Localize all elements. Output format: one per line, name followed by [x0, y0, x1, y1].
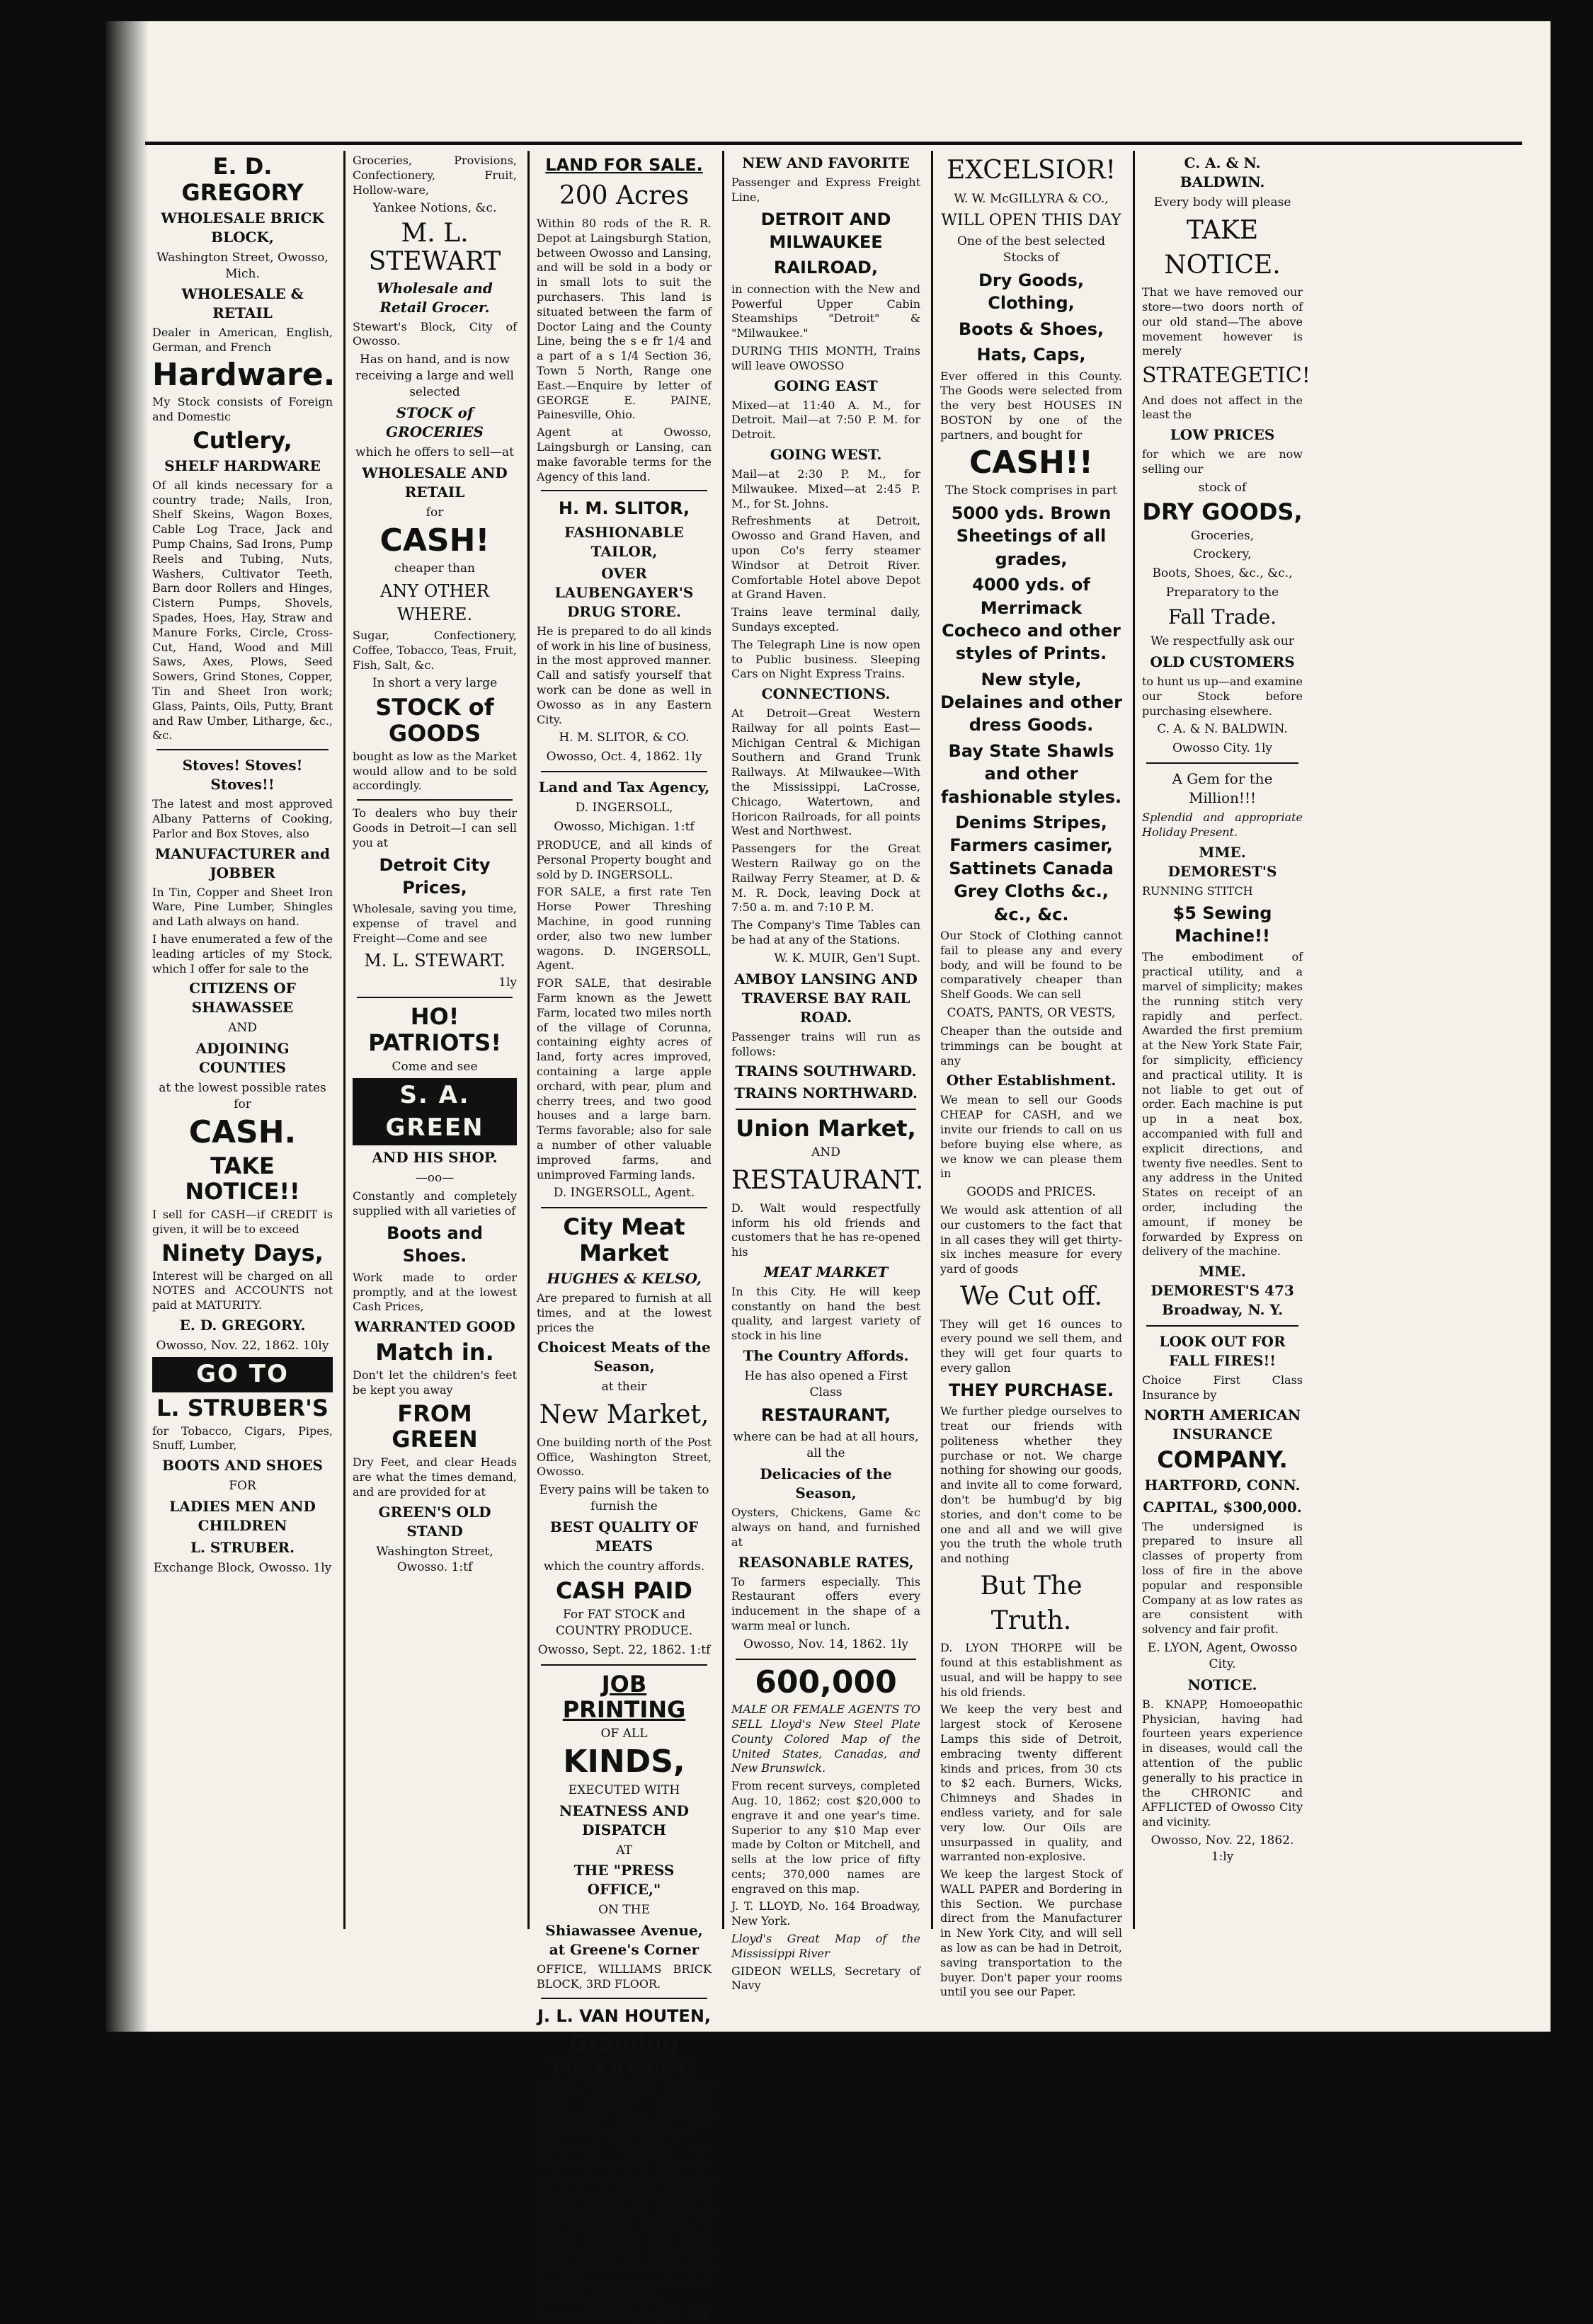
excelsior-dry: Dry Goods, Clothing,	[978, 270, 1084, 314]
union-farmers: To farmers especially. This Restaurant offers every inducement in the shape of a warm meal or lunch.	[731, 1574, 920, 1632]
stewart-notions: Yankee Notions, &c.	[372, 201, 497, 216]
gregory-hardware: Hardware.	[152, 357, 336, 394]
excelsior-mean: We mean to sell our Goods CHEAP for CASH, and we invite our friends to call on us before buying else where, as we know we can please them in	[940, 1093, 1122, 1181]
gregory-stock: My Stock consists of Foreign and Domestic	[152, 395, 333, 424]
green-fromgreen: FROM GREEN	[392, 1399, 478, 1453]
land-text: Within 80 rods of the R. R. Depot at Laingsburgh Station, between Owosso and Lansing, and will be sold in a body or in small lots to suit the purchasers. This land is situated between the farm of Doctor Laing and the County Line, being the s e fr 1/4 and a part of a s 1/4 Section 36, Town 5 North, Range one East.—Enquire by letter of GEORGE E. PAINE, Painesville, Ohio.	[537, 216, 712, 422]
insurance-lookout: LOOK OUT FOR FALL FIRES!!	[1159, 1333, 1286, 1370]
meat-pains: Every pains will be taken to furnish the	[539, 1483, 709, 1514]
job-press: THE "PRESS OFFICE,"	[573, 1862, 675, 1899]
demorest-address: MME. DEMOREST'S 473 Broadway, N. Y.	[1150, 1263, 1294, 1319]
gregory-sign: E. D. GREGORY.	[179, 1316, 306, 1334]
vanhouten-nov: Owosso, Nov. 15, 1862. 2:tf	[540, 2308, 708, 2323]
rail-east: GOING EAST	[774, 377, 878, 394]
ingersoll-agency: Land and Tax Agency,	[538, 779, 710, 796]
meat-choicest: Choicest Meats of the Season,	[537, 1339, 711, 1375]
amboy-north: TRAINS NORTHWARD.	[734, 1084, 918, 1102]
gregory-name: E. D. GREGORY	[181, 153, 304, 206]
rail-connections: CONNECTIONS.	[761, 685, 891, 703]
struber-sign-date: Exchange Block, Owosso. 1ly	[153, 1561, 332, 1576]
slitor-sign: H. M. SLITOR, & CO.	[559, 731, 690, 745]
struber-sign: L. STRUBER.	[190, 1539, 295, 1557]
land-head: LAND FOR SALE.	[545, 155, 703, 175]
knapp-notice: NOTICE.	[1187, 1676, 1257, 1693]
insurance-company2: COMPANY.	[1157, 1446, 1288, 1473]
excelsior-hats: Hats, Caps,	[976, 345, 1086, 365]
rail-muir: W. K. MUIR, Gen'l Supt.	[774, 951, 920, 966]
baldwin-sign: C. A. & N. BALDWIN.	[1157, 722, 1288, 737]
land-agent: Agent at Owosso, Laingsburgh or Lansing, can make favorable terms for the Agency of this land.	[537, 425, 712, 483]
gregory-interest: Interest will be charged on all NOTES and ACCOUNTS not paid at MATURITY.	[152, 1269, 333, 1312]
job-kinds: KINDS,	[563, 1744, 685, 1780]
demorest-gem-text: Splendid and appropriate Holiday Present.	[1142, 811, 1303, 840]
baldwin-affect: And does not affect in the least the	[1142, 393, 1303, 422]
vanhouten-signs: SIGNS, BANNERS, STORE AND OFFICE SHADES, LETTERED AND PAINTED WITH SUITABLE DESIGNS.	[537, 2081, 712, 2139]
demorest-name: MME. DEMOREST'S	[1167, 843, 1277, 880]
union-dwalt: D. Walt would respectfully inform his old friends and customers that he has re-opened his	[731, 1201, 920, 1259]
excelsior-firm: W. W. McGILLYRA & CO.,	[954, 191, 1109, 206]
ingersoll-forsale: FOR SALE, a first rate Ten Horse Power Threshing Machine, in good running order, also two new lumber wagons. D. INGERSOLL, Agent.	[537, 885, 712, 973]
rail-passengers: Passengers for the Great Western Railway go on the Railway Ferry Steamer, at D. & M. R. Dock, leaving Dock at 7:50 a. m. and 7:10 P. M.	[731, 842, 920, 915]
gregory-credit: I sell for CASH—if CREDIT is given, it will be to exceed	[152, 1208, 333, 1236]
baldwin-strategetic: STRATEGETIC!	[1142, 363, 1311, 389]
gregory-rates: at the lowest possible rates for	[159, 1081, 326, 1112]
column-gregory	[145, 151, 340, 1929]
vanhouten-graining: Graining	[569, 2030, 679, 2057]
union-opened: He has also opened a First Class	[744, 1369, 908, 1400]
land-acres: 200 Acres	[559, 181, 690, 211]
divider	[1146, 1325, 1298, 1327]
gregory-ninety: Ninety Days,	[161, 1239, 324, 1266]
excelsior-head: EXCELSIOR!	[947, 156, 1116, 185]
gregory-tin: In Tin, Copper and Sheet Iron Ware, Pine Lumber, Shingles and Lath always on hand.	[152, 885, 333, 929]
baldwin-old-text: to hunt us up—and examine our Stock before purchasing elsewhere.	[1142, 675, 1303, 718]
gregory-trade: WHOLESALE & RETAIL	[181, 285, 304, 322]
green-boots: Boots and Shoes.	[387, 1223, 483, 1266]
baldwin-please: Every body will please	[1153, 195, 1291, 210]
gregory-stoves: Stoves! Stoves! Stoves!!	[182, 757, 303, 794]
green-patriots: HO! PATRIOTS!	[368, 1003, 501, 1056]
baldwin-crockery: Crockery,	[1193, 547, 1252, 562]
vanhouten-persons: PERSONS building are requested to call and see specimens of his graining in the buildings now in progress. Ceilings and walls, Whitened and Colored in any tint, or shade. Ceilings and walls papered with the Pannels in Gilt. Orders from all parts of the County promptly attended to at reasonable rates.	[537, 2143, 712, 2304]
gregory-citizens: CITIZENS OF SHAWASSEE	[189, 980, 296, 1017]
union-restaurant: RESTAURANT.	[731, 1166, 924, 1196]
stewart-anyother: ANY OTHER WHERE.	[379, 581, 489, 624]
rail-tables: The Company's Time Tables can be had at any of the Stations.	[731, 918, 920, 947]
green-match: Match in.	[375, 1339, 494, 1366]
gregory-shelf: SHELF HARDWARE	[164, 457, 321, 474]
green-shop: AND HIS SHOP.	[372, 1149, 498, 1167]
excelsior-one: One of the best selected Stocks of	[957, 234, 1105, 265]
stewart-detroit: Detroit City Prices,	[379, 854, 491, 898]
stewart-items: Sugar, Confectionery, Coffee, Tobacco, Teas, Fruit, Fish, Salt, &c.	[353, 628, 517, 672]
divider	[357, 997, 513, 998]
vanhouten-name: J. L. VAN HOUTEN,	[537, 2005, 712, 2026]
stewart-sign: M. L. STEWART.	[364, 950, 506, 971]
excelsior-kerosene: We keep the very best and largest stock of Kerosene Lamps this side of Detroit, embracing twenty different kinds and prices, from 30 cts to $2 each. Burners, Wicks, Chimneys and Shades in endless variety, and for sale very low. Our Oils are unsurpassed in quality, and warranted non-explosive.	[940, 1702, 1122, 1864]
meat-best: BEST QUALITY OF MEATS	[549, 1518, 699, 1555]
gregory-stoves-text: The latest and most approved Albany Patterns of Cooking, Parlor and Box Stoves, also	[152, 797, 333, 840]
meat-attheir: at their	[601, 1380, 647, 1395]
ingersoll-farm: FOR SALE, that desirable Farm known as the Jewett Farm, located two miles north of the village of Corunna, containing eighty acres of land, forty acres improved, containing a large apple orchard, with pear, plum and cherry trees, and two good houses and a large barn. Terms favorable; also for sale a number of other valuable improved farms, and unimproved Farming lands.	[537, 976, 712, 1181]
struber-for: FOR	[229, 1479, 256, 1494]
excelsior-pledge: We further pledge ourselves to treat our friends with politeness whether they purchase or not. We charge nothing for showing our goods, and invite all to come forward, don't be humbug'd by big stories, and don't come to be one and all and we will give you the truth the whole truth and nothing	[940, 1404, 1122, 1566]
stewart-stockgoods: STOCK of GOODS	[375, 694, 494, 748]
knapp-text: B. KNAPP, Homoeopathic Physician, having had fourteen years experience in diseases, would call the attention of the public generally to his practice in the CHRONIC and AFFLICTED of Owosso City and vicinity.	[1142, 1697, 1303, 1829]
divider	[541, 490, 707, 491]
stewart-wr: WHOLESALE AND RETAIL	[362, 464, 508, 500]
job-at: AT	[616, 1843, 632, 1858]
rail-railroad: RAILROAD,	[773, 258, 879, 278]
excelsior-lyon: D. LYON THORPE will be found at this establishment as usual, and will be happy to see his old friends.	[940, 1641, 1122, 1699]
rail-west: GOING WEST.	[770, 445, 882, 463]
baldwin-boots: Boots, Shoes, &c., &c.,	[1152, 566, 1293, 581]
excelsior-denims: Denims Stripes, Farmers casimer, Sattinets Canada Grey Cloths &c., &c., &c.	[949, 813, 1114, 925]
baldwin-fall: Fall Trade.	[1167, 605, 1277, 629]
green-dry: Dry Feet, and clear Heads are what the times demand, and are provided for at	[353, 1455, 517, 1499]
rail-conn-text: At Detroit—Great Western Railway for all points East—Michigan Central & Michigan Southern and Grand Trunk Railways. At Milwaukee—With the Mississippi, LaCrosse, Chicago, Watertown, and Horicon Railroads, for all points West and Northwest.	[731, 706, 920, 838]
stewart-kind: Wholesale and Retail Grocer.	[377, 279, 493, 316]
union-meatmarket: MEAT MARKET	[763, 1263, 889, 1281]
struber-goto: GO TO	[152, 1357, 333, 1392]
job-neatness: NEATNESS AND DISPATCH	[559, 1802, 689, 1838]
baldwin-notice: TAKE NOTICE.	[1164, 215, 1281, 280]
excelsior-other: Other Establishment.	[946, 1072, 1117, 1089]
union-restaurant2: RESTAURANT,	[760, 1404, 891, 1425]
excelsior-attention: We would ask attention of all our customers to the fact that in all cases they will get thirty-six inches measure for every yard of goods	[940, 1203, 1122, 1276]
union-country: The Country Affords.	[743, 1347, 909, 1365]
gregory-sign-date: Owosso, Nov. 22, 1862. 10ly	[156, 1338, 329, 1353]
stewart-name: M. L. STEWART	[368, 219, 501, 276]
insurance-agent: E. LYON, Agent, Owosso City.	[1147, 1640, 1298, 1671]
union-and: AND	[811, 1145, 840, 1160]
baldwin-groceries: Groceries,	[1190, 528, 1255, 543]
divider	[541, 1207, 707, 1208]
rail-west-times: Mail—at 2:30 P. M., for Milwaukee. Mixed—at 2:45 P. M., for St. Johns.	[731, 466, 920, 510]
ingersoll-produce: PRODUCE, and all kinds of Personal Property bought and sold by D. INGERSOLL.	[537, 838, 712, 881]
insurance-hartford: HARTFORD, CONN.	[1144, 1476, 1301, 1494]
divider	[541, 1664, 707, 1666]
slitor-over: OVER LAUBENGAYER'S DRUG STORE.	[554, 564, 694, 620]
agents-number: 600,000	[755, 1664, 897, 1700]
excelsior-boots: Boots & Shoes,	[958, 319, 1104, 339]
meat-text: Are prepared to furnish at all times, and at the lowest prices the	[537, 1290, 712, 1334]
baldwin-ask: We respectfully ask our	[1150, 634, 1294, 649]
baldwin-removed: That we have removed our store—two doors north of our old stand—The above movement however is merely	[1142, 285, 1303, 358]
agents-text: MALE OR FEMALE AGENTS TO SELL Lloyd's New Steel Plate County Colored Map of the United States, Canadas, and New Brunswick.	[731, 1702, 920, 1775]
demorest-sewing: $5 Sewing Machine!!	[1172, 903, 1272, 946]
stewart-stock: STOCK of GROCERIES	[386, 403, 484, 440]
slitor-text: He is prepared to do all kinds of work in his line of business, in the most approved manner. Call and satisfy yourself that work can be done as well in Owosso as in any Eastern City.	[537, 624, 712, 726]
union-oysters: Oysters, Chickens, Game &c always on hand, and furnished at	[731, 1506, 920, 1549]
divider	[541, 1998, 707, 1999]
excelsior-wallpaper: We keep the largest Stock of WALL PAPER and Bordering in this Section. We purchase direct from the Manufacturer in New York City, and will sell as low as can be had in Detroit, saving transportation to the buyer. Don't paper your rooms until you see our Paper.	[940, 1867, 1122, 1999]
excelsior-delaines: New style, Delaines and other dress Goods.	[940, 669, 1122, 735]
insurance-company1: NORTH AMERICAN INSURANCE	[1143, 1406, 1301, 1443]
knapp-date: Owosso, Nov. 22, 1862. 1:ly	[1150, 1833, 1294, 1864]
rail-new: NEW AND FAVORITE	[742, 154, 910, 171]
demorest-text: The embodiment of practical utility, and a marvel of simplicity; makes the running stitch very rapidly and perfect. Awarded the first premium at the New York State Fair, for simplicity, efficiency and practical utility. It is not liable to get out of order. Each machine is put up in a neat box, accompanied with full and explicit directions, and twenty five needles. Sent to any address in the United States on receipt of an order, including the amount, if money be forwarded by Express on delivery of the machine.	[1142, 950, 1303, 1259]
struber-boots: BOOTS AND SHOES	[162, 1457, 323, 1475]
baldwin-stock: stock of	[1198, 480, 1247, 495]
divider	[156, 749, 329, 750]
gregory-cash: CASH.	[188, 1114, 297, 1151]
column-baldwin	[1133, 151, 1310, 1929]
baldwin-firm: C. A. & N. BALDWIN.	[1180, 154, 1265, 190]
insurance-text: The undersigned is prepared to insure all classes of property from loss of fire in the above popular and responsible Company at as low rates as are consistent with solvency and fair profit.	[1142, 1519, 1303, 1637]
job-executed: EXECUTED WITH	[568, 1782, 680, 1797]
stewart-hand: Has on hand, and is now receiving a large and well selected	[355, 353, 514, 399]
union-delicacies: Delicacies of the Season,	[760, 1465, 892, 1502]
divider	[736, 1109, 916, 1110]
slitor-name: H. M. SLITOR,	[558, 498, 690, 519]
rail-detroit: DETROIT AND MILWAUKEE	[760, 209, 891, 252]
stewart-dealers: To dealers who buy their Goods in Detroit—I can sell you at	[353, 806, 517, 849]
stewart-bought: bought as low as the Market would allow and to be sold accordingly.	[353, 749, 517, 793]
gregory-dealer: Dealer in American, English, German, and French	[152, 326, 333, 355]
meat-cashpaid: CASH PAID	[556, 1577, 692, 1605]
demorest-gem: A Gem for the Million!!!	[1172, 770, 1273, 807]
excelsior-goods: GOODS and PRICES.	[966, 1185, 1096, 1200]
divider	[1146, 762, 1298, 764]
gregory-notice: TAKE NOTICE!!	[185, 1152, 300, 1206]
green-oo: —oo—	[415, 1171, 455, 1186]
column-excelsior	[931, 151, 1129, 1999]
union-hours: where can be had at all hours, all the	[733, 1430, 919, 1461]
ingersoll-owosso: Owosso, Michigan. 1:tf	[554, 820, 695, 835]
union-date: Owosso, Nov. 14, 1862. 1ly	[743, 1637, 909, 1652]
excelsior-ounces: They will get 16 ounces to every pound we sell them, and they will get four quarts to every gallon	[940, 1317, 1122, 1375]
rail-connection: in connection with the New and Powerful Upper Cabin Steamships "Detroit" & "Milwaukee."	[731, 282, 920, 340]
divider	[736, 1659, 916, 1660]
job-corner: Shiawassee Avenue, at Greene's Corner	[545, 1922, 703, 1959]
amboy-head: AMBOY LANSING AND TRAVERSE BAY RAIL ROAD.	[734, 970, 918, 1026]
excelsior-truth: But The Truth.	[980, 1571, 1083, 1635]
meat-sept: Owosso, Sept. 22, 1862. 1:tf	[537, 1642, 711, 1657]
agents-map-text: From recent surveys, completed Aug. 10, 1862; cost $20,000 to engrave it and one year's time. Superior to any $10 Map ever made by Colton or Mitchell, and sells at the low price of fifty cents; 370,000 names are engraved on this map.	[731, 1779, 920, 1896]
excelsior-cash: CASH!!	[969, 444, 1093, 481]
excelsior-clothing: Our Stock of Clothing cannot fail to please any and every body, and will be found to be comparatively cheaper than Shelf Goods. We can sell	[940, 929, 1122, 1002]
baldwin-low: LOW PRICES	[1170, 426, 1275, 444]
excelsior-shawls: Bay State Shawls and other fashionable styles.	[940, 740, 1122, 807]
stewart-wholesale: Wholesale, saving you time, expense of travel and Freight—Come and see	[353, 902, 517, 945]
green-feet: Don't let the children's feet be kept you away	[353, 1368, 517, 1397]
ingersoll-name: D. INGERSOLL,	[575, 801, 673, 815]
struber-name: L. STRUBER'S	[156, 1394, 329, 1421]
stewart-short: In short a very large	[372, 676, 498, 691]
green-work: Work made to order promptly, and at the lowest Cash Prices,	[353, 1270, 517, 1314]
excelsior-coats: COATS, PANTS, OR VESTS,	[947, 1005, 1116, 1020]
rail-telegraph: The Telegraph Line is now open to Public business. Sleeping Cars on Night Express Trains.	[731, 637, 920, 681]
amboy-south: TRAINS SOUTHWARD.	[735, 1063, 917, 1080]
stewart-block: Stewart's Block, City of Owosso.	[353, 319, 517, 348]
excelsior-purchase: THEY PURCHASE.	[948, 1380, 1114, 1400]
baldwin-prep: Preparatory to the	[1165, 585, 1279, 600]
rail-east-times: Mixed—at 11:40 A. M., for Detroit. Mail—at 7:50 P. M. for Detroit.	[731, 398, 920, 442]
gregory-list: Of all kinds necessary for a country trade; Nails, Iron, Shelf Skeins, Wagon Boxes, Cable Log Trace, Jack and Pump Chains, Sad Irons, Pump Reels and Tubing, Nuts, Washers, Cultivator Teeth, Barn door Rollers and Hinges, Cistern Pumps, Shovels, Spades, Hoes, Hay, Straw and Manure Forks, Circle, Cross-Cut, Hand, Wood and Mill Saws, Axes, Plows, Seed Sowers, Grind Stones, Copper, Tin and Sheet Iron work; Glass, Paints, Oils, Putty, Brant and Raw Umber, Litharge, &c., &c.	[152, 478, 333, 743]
excelsior-merrimack: 4000 yds. of Merrimack Cocheco and other styles of Prints.	[942, 575, 1121, 664]
baldwin-selling: for which we are now selling our	[1142, 447, 1303, 476]
struber-text: for Tobacco, Cigars, Pipes, Snuff, Lumber,	[152, 1424, 333, 1453]
baldwin-drygoods: DRY GOODS,	[1142, 498, 1303, 525]
stewart-offers: which he offers to sell—at	[355, 445, 514, 459]
insurance-choice: Choice First Class Insurance by	[1142, 1373, 1303, 1402]
amboy-text: Passenger trains will run as follows:	[731, 1029, 920, 1058]
agents-lloyd-map: Lloyd's Great Map of the Mississippi River	[731, 1932, 920, 1960]
excelsior-cutoff: We Cut off.	[960, 1282, 1102, 1312]
job-onthe: ON THE	[598, 1903, 650, 1918]
union-market: Union Market,	[736, 1115, 916, 1143]
green-name: S. A. GREEN	[353, 1078, 517, 1146]
stewart-cheaper: cheaper than	[394, 561, 475, 576]
job-office: OFFICE, WILLIAMS BRICK BLOCK, 3RD FLOOR.	[537, 1962, 712, 1991]
ingersoll-farm-sign: D. INGERSOLL, Agent.	[553, 1186, 695, 1201]
agents-lloyd: J. T. LLOYD, No. 164 Broadway, New York.	[731, 1899, 920, 1928]
gregory-cutlery: Cutlery,	[193, 427, 292, 454]
gregory-manufacturer: MANUFACTURER and JOBBER	[154, 845, 331, 881]
meat-country: which the country affords.	[543, 1559, 705, 1574]
stewart-top: Groceries, Provisions, Confectionery, Fruit, Hollow-ware,	[353, 154, 517, 197]
gregory-address: Washington Street, Owosso, Mich.	[156, 250, 329, 281]
green-stand: GREEN'S OLD STAND	[378, 1503, 491, 1540]
meat-newmarket: New Market,	[539, 1400, 709, 1430]
excelsior-willopen: WILL OPEN THIS DAY	[941, 211, 1121, 229]
column-stewart	[343, 151, 524, 1929]
union-rates: REASONABLE RATES,	[738, 1553, 914, 1571]
job-printing: JOB PRINTING	[562, 1670, 686, 1724]
green-constantly: Constantly and completely supplied with all varieties of	[353, 1189, 517, 1218]
excelsior-cheaper: Cheaper than the outside and trimmings can be bought at any	[940, 1024, 1122, 1067]
struber-ladies: LADIES MEN AND CHILDREN	[169, 1498, 316, 1535]
meat-building: One building north of the Post Office, Washington Street, Owosso.	[537, 1435, 712, 1479]
column-land	[527, 151, 719, 2323]
demorest-stitch: RUNNING STITCH	[1142, 883, 1253, 898]
green-addr: Washington Street, Owosso. 1:tf	[376, 1544, 493, 1575]
baldwin-old: OLD CUSTOMERS	[1150, 653, 1295, 671]
stewart-cash: CASH!	[379, 522, 490, 559]
vanhouten-paper: PAPER HANGING,	[552, 2060, 697, 2078]
divider	[357, 799, 513, 801]
gregory-enumerated: I have enumerated a few of the leading articles of my Stock, which I offer for sale to the	[152, 932, 333, 975]
union-city: In this City. He will keep constantly on hand the best quality, and largest variety of stock in his line	[731, 1284, 920, 1343]
meat-hughes: HUGHES & KELSO,	[547, 1269, 702, 1287]
excelsior-comprises: The Stock comprises in part	[945, 483, 1117, 498]
gregory-adjoining: ADJOINING COUNTIES	[195, 1040, 290, 1077]
excelsior-yds: 5000 yds. Brown Sheetings of all grades,	[951, 503, 1112, 569]
rail-during: DURING THIS MONTH, Trains will leave OWOSSO	[731, 343, 920, 372]
divider	[541, 771, 707, 772]
agents-wells: GIDEON WELLS, Secretary of Navy	[731, 1964, 920, 1993]
column-railroad	[722, 151, 927, 1993]
rail-refresh: Refreshments at Detroit, Owosso and Grand Haven, and upon Co's ferry steamer Windsor at Detroit River. Comfortable Hotel above Depot at Grand Haven.	[731, 514, 920, 602]
green-come: Come and see	[392, 1059, 478, 1074]
gregory-block: WHOLESALE BRICK BLOCK,	[161, 209, 324, 246]
insurance-capital: CAPITAL, $300,000.	[1143, 1498, 1302, 1516]
stewart-sign-ly: 1ly	[498, 975, 517, 990]
meat-fat: For FAT STOCK and COUNTRY PRODUCE.	[555, 1607, 693, 1638]
gregory-and: AND	[228, 1021, 257, 1036]
rail-trains: Trains leave terminal daily, Sundays excepted.	[731, 605, 920, 634]
green-warranted: WARRANTED GOOD	[354, 1318, 515, 1336]
baldwin-sign-city: Owosso City. 1ly	[1172, 741, 1273, 756]
slitor-tailor: FASHIONABLE TAILOR,	[564, 523, 684, 560]
rail-passenger: Passenger and Express Freight Line,	[731, 176, 920, 204]
job-ofall: OF ALL	[600, 1727, 648, 1741]
stewart-for: for	[426, 505, 444, 520]
slitor-date: Owosso, Oct. 4, 1862. 1ly	[546, 750, 702, 765]
excelsior-offered: Ever offered in this County. The Goods were selected from the very best HOUSES IN BOSTON by one of the partners, and bought for	[940, 369, 1122, 442]
advertisement-columns	[145, 142, 1522, 2323]
meat-head: City Meat Market	[563, 1213, 685, 1267]
